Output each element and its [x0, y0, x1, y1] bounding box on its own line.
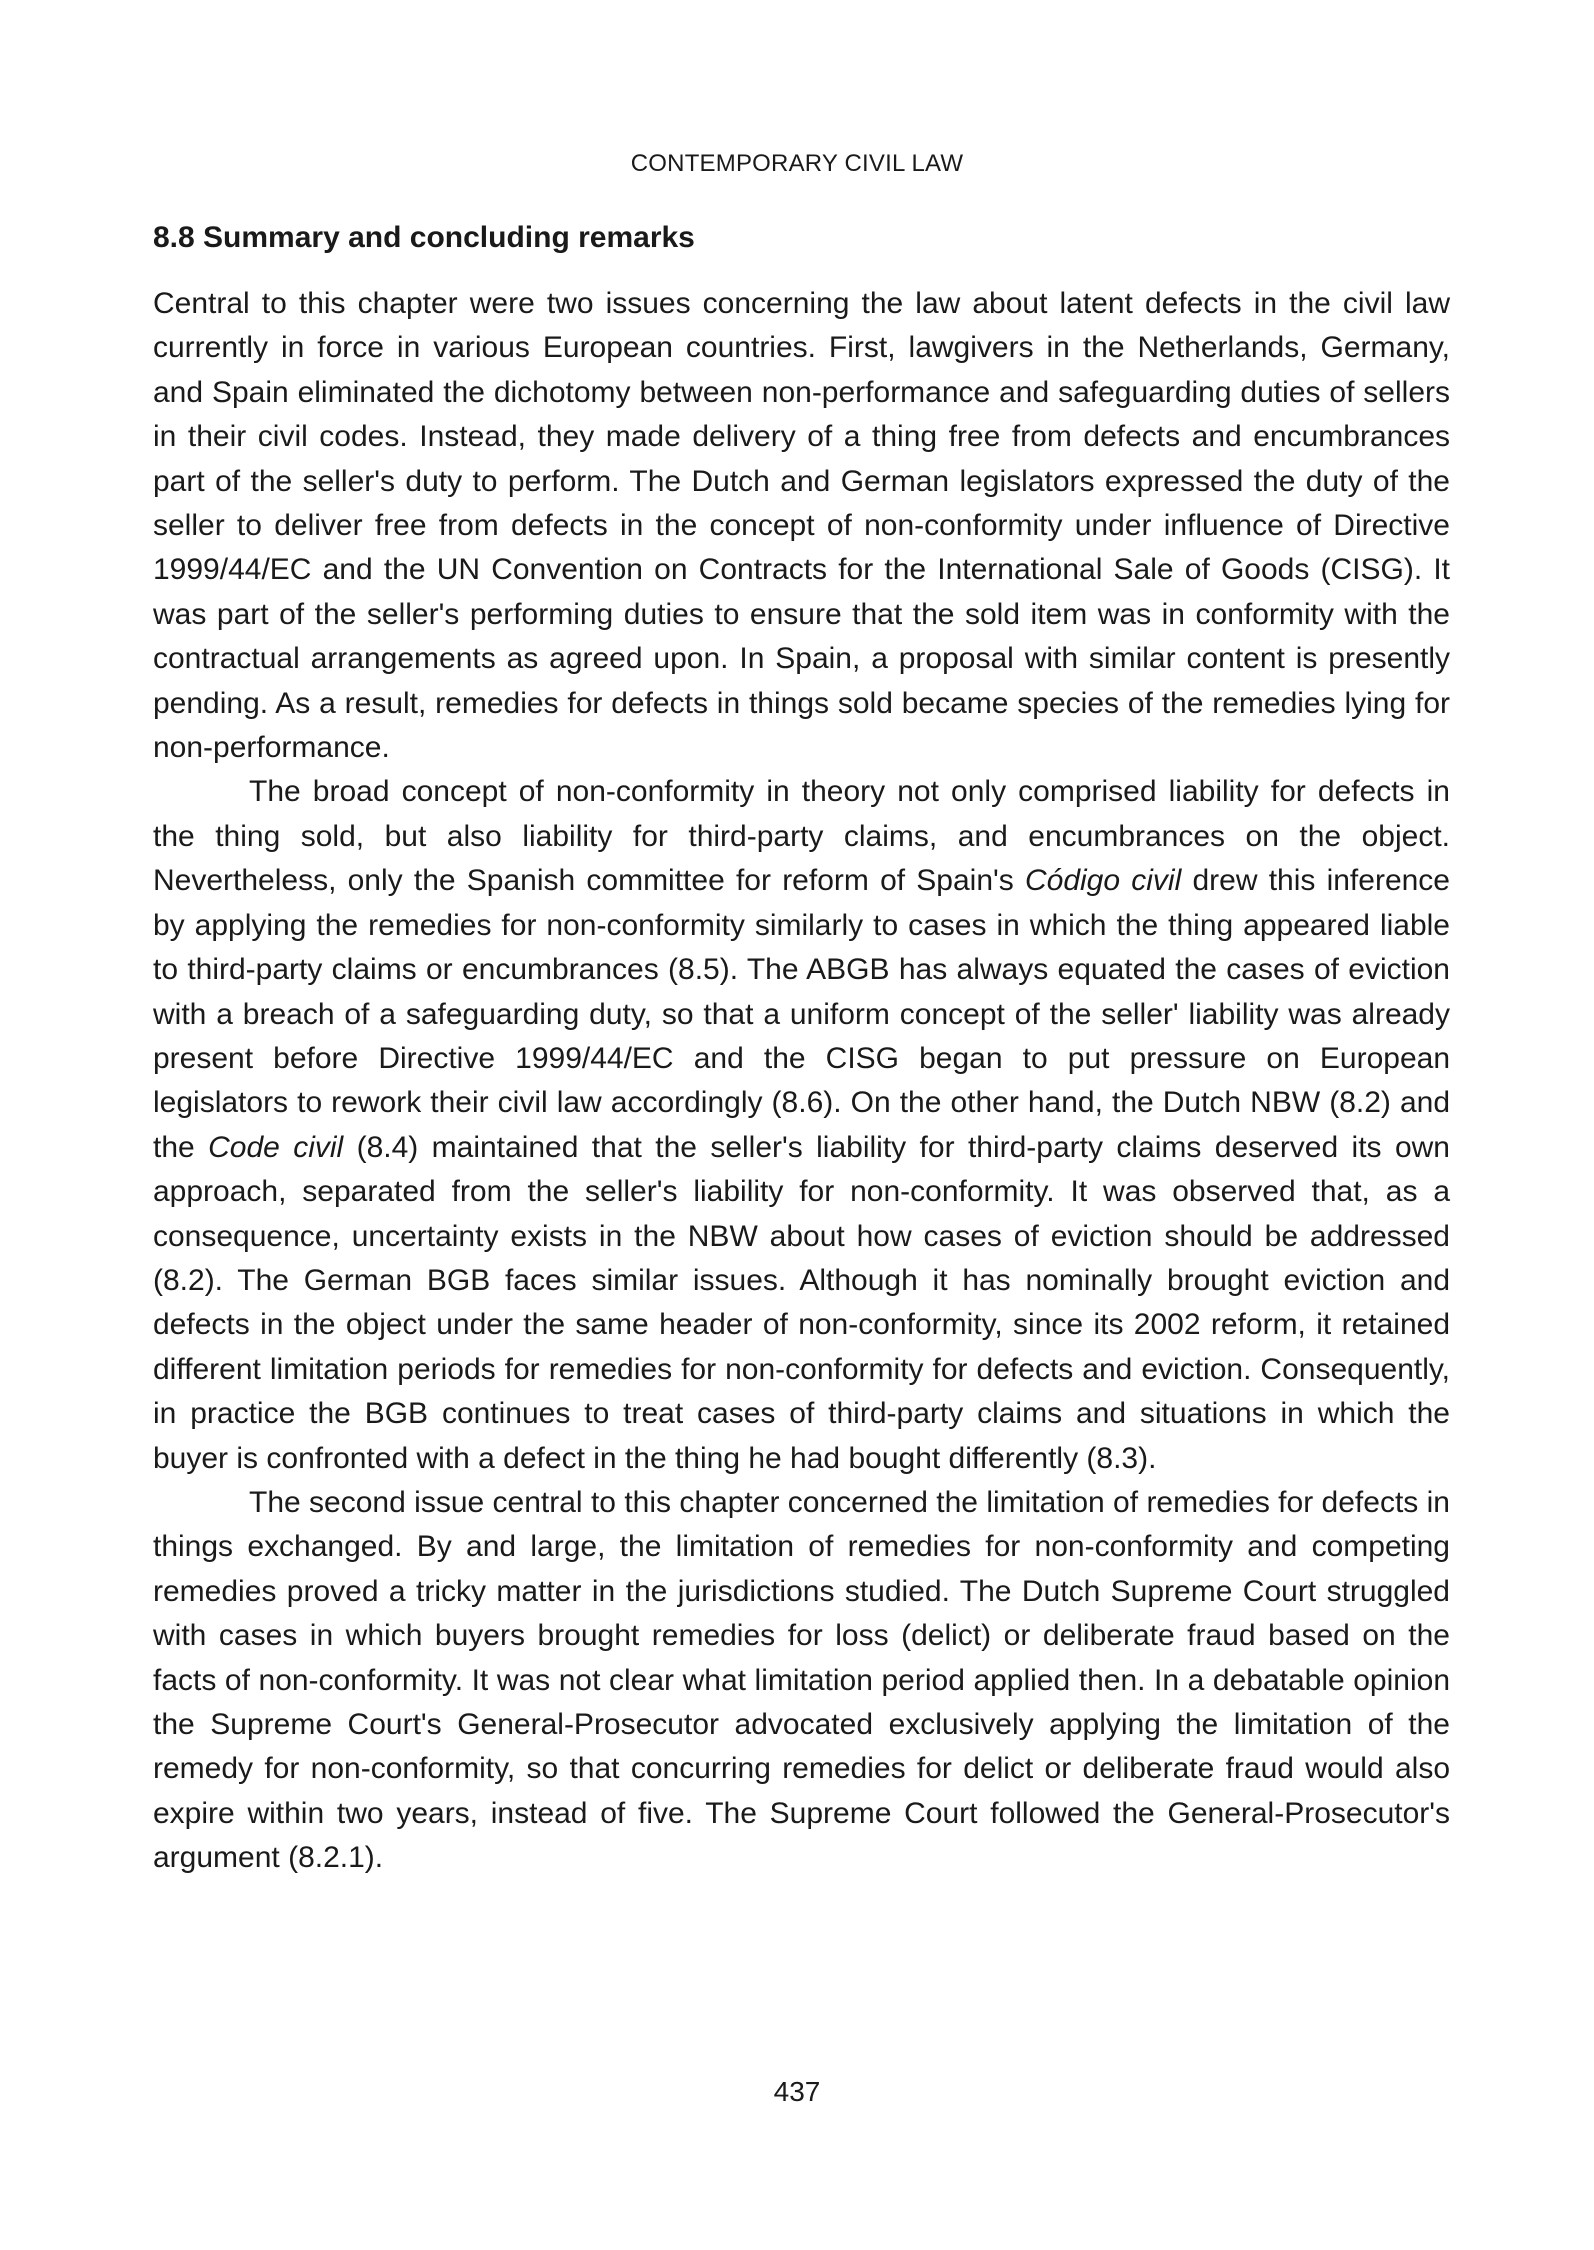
paragraph-3: The second issue central to this chapter concerned the limitation of remedies for defects in things exchanged. By and large, the limitation of remedies for non-conformity and competing remedies proved a tricky matter in the jurisdictions studied. The Dutch Supreme Court struggled with cases in which buyers brought remedies for loss (delict) or deliberate fraud based on the facts of non-conformity. It was not clear what limitation period applied then. In a debatable opinion the Supreme Court's General-Prosecutor advocated exclusively applying the limitation of the remedy for non-conformity, so that concurring remedies for delict or deliberate fraud would also expire within two years, instead of five. The Supreme Court followed the General-Prosecutor's argument (8.2.1). — [153, 1485, 1450, 1875]
paragraph-2-part-b: drew this inference by applying the remedies for non-conformity similarly to cases in which the thing appeared liable to third-party claims or encumbrances (8.5). The ABGB has always equated the cases of eviction with a breach of a safeguarding duty, so that a uniform concept of the seller' liability was already present before Directive 1999/44/EC and the CISG began to put pressure on European legislators to rework their civil law accordingly (8.6). On the other hand, the Dutch NBW (8.2) and the — [153, 864, 1450, 1164]
codigo-civil-italic: Código civil — [1024, 864, 1182, 898]
section-heading: 8.8 Summary and concluding remarks — [153, 221, 695, 254]
paragraph-2-part-c: (8.4) maintained that the seller's liability for third-party claims deserved its own approach, separated from the seller's liability for non-conformity. It was observed that, as a consequence, uncertainty exists in the NBW about how cases of eviction should be addressed (8.2). The German BGB faces similar issues. Although it has nominally brought eviction and defects in the object under the same header of non-conformity, since its 2002 reform, it retained different limitation periods for remedies for non-conformity for defects and eviction. Consequently, in practice the BGB continues to treat cases of third-party claims and situations in which the buyer is confronted with a defect in the thing he had bought differently (8.3). — [153, 1130, 1450, 1475]
paragraph-2 — [153, 770, 1450, 1481]
paragraph-1: Central to this chapter were two issues concerning the law about latent defects in the civil law currently in force in various European countries. First, lawgivers in the Netherlands, Germany, and Spain eliminated the dichotomy between non-performance and safeguarding duties of sellers in their civil codes. Instead, they made delivery of a thing free from defects and encumbrances part of the seller's duty to perform. The Dutch and German legislators expressed the duty of the seller to deliver free from defects in the concept of non-conformity under influence of Directive 1999/44/EC and the UN Convention on Contracts for the International Sale of Goods (CISG). It was part of the seller's performing duties to ensure that the sold item was in conformity with the contractual arrangements as agreed upon. In Spain, a proposal with similar content is presently pending. As a result, remedies for defects in things sold became species of the remedies lying for non-performance. — [153, 287, 1450, 765]
code-civil-italic: Code civil — [208, 1130, 344, 1164]
page-number: 437 — [773, 2076, 821, 2107]
body-text — [153, 218, 1450, 1881]
running-header: CONTEMPORARY CIVIL LAW — [630, 150, 964, 177]
paragraph-2-part-a: The broad concept of non-conformity in theory not only comprised liability for defects in the thing sold, but also liability for third-party claims, and encumbrances on the object. Nevertheless, only the Spanish committee for reform of Spain's — [153, 775, 1450, 898]
